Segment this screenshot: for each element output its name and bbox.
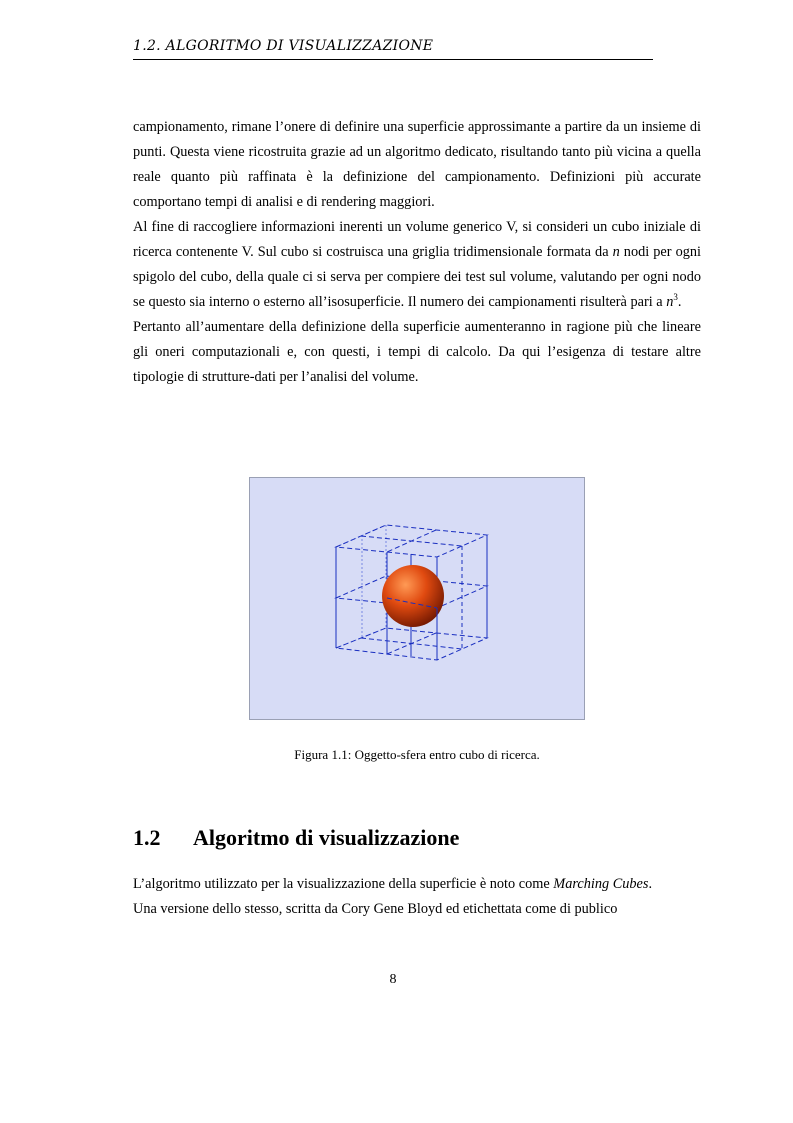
text-segment: nodi per ogni spigolo del cubo, della quale ci si serva per compiere dei test sul volume, valutando per ogni nodo se questo sia interno o esterno all’isosuperficie. Il numero dei campionamenti risulterà pari a	[133, 244, 701, 310]
sphere	[382, 565, 444, 627]
page-number: 8	[389, 972, 397, 987]
figure-caption: Figura 1.1: Oggetto-sfera entro cubo di ricerca.	[294, 747, 540, 762]
paragraph-computational-cost: Pertanto all’aumentare della definizione della superficie aumenteranno in ragione più che lineare gli oneri computazionali e, con questi, i tempi di calcolo. Da qui l’esigenza di testare altre tipologie di strutture-dati per l’analisi del volume.	[133, 319, 701, 385]
paragraph-sampling: campionamento, rimane l’onere di definire una superficie approssimante a partire da un insieme di punti. Questa viene ricostruita grazie ad un algoritmo dedicato, risultando tanto più vicina a quella reale quanto più raffinata è la definizione del campionamento. Definizioni più accurate comportano tempi di analisi e di rendering maggiori.	[133, 119, 701, 210]
math-var-n: n	[612, 244, 620, 260]
section-heading	[133, 825, 459, 851]
section-title-text: Algoritmo di visualizzazione	[193, 825, 460, 850]
math-power-exponent: 3	[673, 292, 678, 303]
text-segment: .	[677, 294, 682, 310]
sphere-cube-illustration	[250, 478, 586, 721]
section-body	[133, 872, 701, 922]
figure-sphere-in-cube	[249, 477, 585, 720]
section-number: 1.2	[133, 825, 161, 850]
text-segment: L’algoritmo utilizzato per la visualizzazione della superficie è noto come	[133, 876, 554, 892]
paragraph-search-cube	[133, 215, 701, 315]
body-text	[133, 115, 701, 390]
paragraph-marching-cubes	[133, 872, 701, 897]
paragraph-bloyd-version: Una versione dello stesso, scritta da Cory Gene Bloyd ed etichettata come di publico	[133, 901, 618, 917]
running-header: 1.2. ALGORITMO DI VISUALIZZAZIONE	[133, 38, 653, 60]
text-segment: .	[648, 876, 653, 892]
text-segment: Al fine di raccogliere informazioni inerenti un volume generico V, si consideri un cubo iniziale di ricerca contenente V. Sul cubo si costruisca una griglia tridimensionale formata da	[133, 219, 701, 260]
math-power-base: n	[666, 294, 674, 310]
algorithm-name: Marching Cubes	[553, 876, 649, 892]
